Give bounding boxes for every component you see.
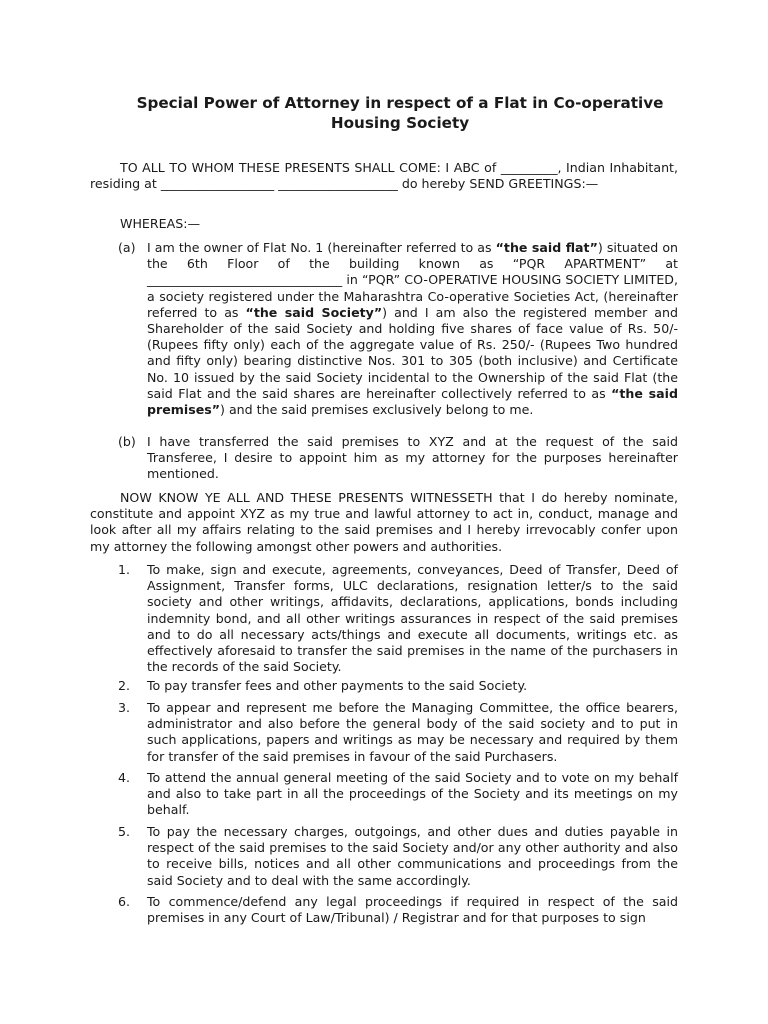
recital-b-text: I have transferred the said premises to XYZ and at the request of the said Transferee, I desire to appoint him as my attorney for the purposes hereinafter mentioned. bbox=[147, 434, 678, 482]
power-item bbox=[118, 894, 678, 926]
power-item bbox=[118, 770, 678, 819]
power-number: 6. bbox=[118, 894, 131, 909]
power-number: 3. bbox=[118, 700, 131, 715]
witnesseth-paragraph: NOW KNOW YE ALL AND THESE PRESENTS WITNESSETH that I do hereby nominate, constitute and appoint XYZ as my true and lawful attorney to act in, conduct, manage and look after all my affairs relating to the said premises and I hereby irrevocably confer upon my attorney the following amongst other powers and authorities. bbox=[90, 490, 678, 554]
power-text: To make, sign and execute, agreements, conveyances, Deed of Transfer, Deed of Assignment, Transfer forms, ULC declarations, resignation letter/s to the said society and other writings, affidavits, declarations, applications, bonds including indemnity bond, and all other writings assurances in respect of the said premises and to do all necessary acts/things and execute all documents, writings etc. as effectively aforesaid to transfer the said premises in the name of the purchasers in the records of the said Society. bbox=[147, 562, 678, 675]
said-flat-term: “the said flat” bbox=[495, 240, 598, 255]
power-item bbox=[118, 824, 678, 889]
recital-a-part-1: I am the owner of Flat No. 1 (hereinafter referred to as bbox=[147, 240, 496, 255]
power-text: To pay the necessary charges, outgoings, and other dues and duties payable in respect of the said premises to the said Society and/or any other authority and also to receive bills, notices and all other communications and proceedings from the said Society and to deal with the same accordingly. bbox=[147, 824, 678, 888]
power-number: 1. bbox=[118, 562, 131, 577]
intro-paragraph: TO ALL TO WHOM THESE PRESENTS SHALL COME: I ABC of _________, Indian Inhabitant, residing at __________________ ___________________ do hereby SEND GREETINGS:— bbox=[90, 160, 678, 192]
whereas-heading: WHEREAS:— bbox=[120, 216, 201, 231]
document-title: Special Power of Attorney in respect of a Flat in Co-operative Housing Society bbox=[136, 94, 664, 132]
power-number: 4. bbox=[118, 770, 131, 785]
power-number: 5. bbox=[118, 824, 131, 839]
recital-a-text bbox=[147, 240, 678, 418]
power-text: To attend the annual general meeting of the said Society and to vote on my behalf and also to take part in all the proceedings of the Society and its meetings on my behalf. bbox=[147, 770, 678, 818]
said-society-term: “the said Society” bbox=[245, 304, 383, 320]
recital-b bbox=[118, 434, 678, 483]
power-text: To commence/defend any legal proceedings if required in respect of the said premises in any Court of Law/Tribunal) / Registrar and for that purposes to sign bbox=[147, 894, 678, 926]
power-text: To appear and represent me before the Managing Committee, the office bearers, administrator and also before the general body of the said society and to put in such applications, papers and writings as may be necessary and required by them for transfer of the said premises in favour of the said Purchasers. bbox=[147, 700, 678, 764]
power-item bbox=[118, 700, 678, 765]
recital-a bbox=[118, 240, 678, 418]
recital-a-label: (a) bbox=[118, 240, 136, 255]
recital-a-part-4: ) and the said premises exclusively belong to me. bbox=[220, 402, 534, 418]
recital-b-label: (b) bbox=[118, 434, 136, 449]
power-item bbox=[118, 678, 678, 694]
recital-a-part-2: ) situated on the 6th Floor of the building known as “PQR APARTMENT” at _______________________________ in “PQR” CO-OPERATIVE HOUSING SOCIETY LIMITED, a society registered under the Maharashtra Co-operative Societies Act, (hereinafter referred to as bbox=[147, 240, 679, 320]
recital-a-part-3: ) and I am also the registered member and Shareholder of the said Society and holding five shares of face value of Rs. 50/- (Rupees fifty only) each of the aggregate value of Rs. 250/- (Rupees Two hundred and fifty only) bearing distinctive Nos. 301 to 305 (both inclusive) and Certificate No. 10 issued by the said Society incidental to the Ownership of the said Flat (the said Flat and the said shares are hereinafter collectively referred to as bbox=[147, 304, 678, 401]
power-item bbox=[118, 562, 678, 675]
power-text: To pay transfer fees and other payments to the said Society. bbox=[147, 678, 528, 693]
power-number: 2. bbox=[118, 678, 131, 693]
said-premises-term: “the said premises” bbox=[147, 385, 678, 418]
